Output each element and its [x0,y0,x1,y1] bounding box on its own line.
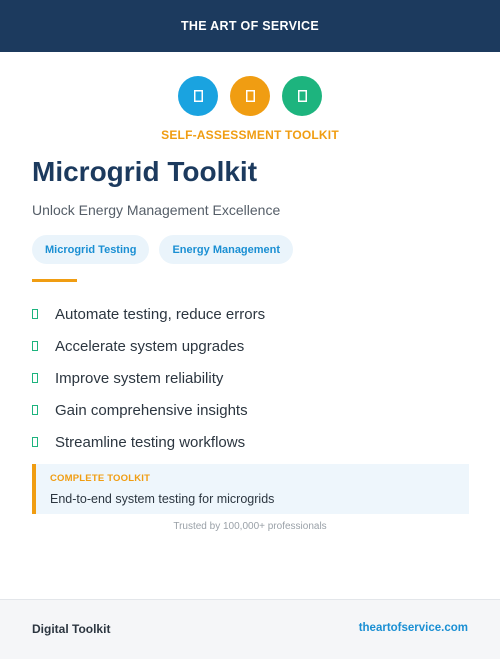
feature-text: Streamline testing workflows [55,433,246,451]
tag-list [32,235,293,264]
page-title: Microgrid Toolkit [32,156,258,187]
feature-item [32,426,265,458]
header-bar [0,0,500,52]
check-icon [32,405,38,415]
callout-label: COMPLETE TOOLKIT [50,473,151,484]
callout-text: End-to-end system testing for microgrids [50,492,275,506]
accent-divider [32,279,77,282]
feature-item [32,362,265,394]
tag-energy-management: Energy Management [159,235,293,264]
check-icon [32,373,38,383]
check-icon [32,341,38,351]
feature-item [32,298,265,330]
page-subtitle: Unlock Energy Management Excellence [32,202,281,218]
feature-text: Improve system reliability [55,369,224,387]
check-icon [32,309,38,319]
feature-item [32,330,265,362]
footer [0,599,500,659]
check-icon [32,437,38,447]
feature-list [32,298,265,458]
icon-row [0,76,500,116]
feature-text: Automate testing, reduce errors [55,305,266,323]
brand-name: THE ART OF SERVICE [180,19,320,33]
feature-item [32,394,265,426]
footer-label: Digital Toolkit [32,622,111,636]
eyebrow-label: SELF-ASSESSMENT TOOLKIT [161,128,339,142]
toolkit-callout [32,464,469,514]
document-icon [282,76,322,116]
website-link[interactable]: theartofservice.com [358,622,468,634]
feature-text: Gain comprehensive insights [55,401,248,419]
document-icon [178,76,218,116]
feature-text: Accelerate system upgrades [55,337,245,355]
document-icon [230,76,270,116]
trust-note: Trusted by 100,000+ professionals [173,521,327,532]
tag-microgrid-testing: Microgrid Testing [32,235,149,264]
